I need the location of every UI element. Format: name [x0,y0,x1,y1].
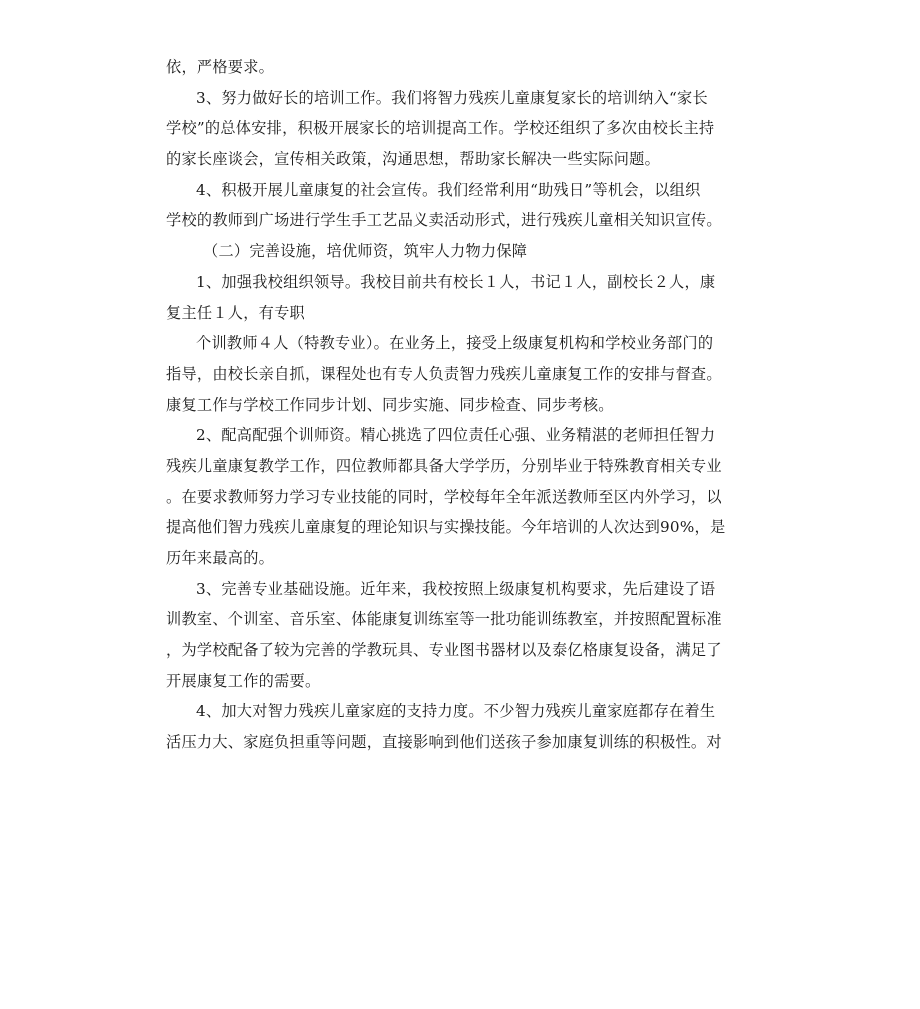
text-line: 个训教师４人（特教专业）。在业务上，接受上级康复机构和学校业务部门的 [196,334,714,353]
text-line: 复主任１人，有专职 [166,303,305,322]
text-line: 历年来最高的。 [166,549,275,567]
text-line: 残疾儿童康复教学工作，四位教师都具备大学学历，分别毕业于特殊教育相关专业 [166,456,722,475]
text-line: 1、加强我校组织领导。我校目前共有校长１人，书记１人，副校长２人，康 [196,272,716,291]
text-line: 2、配高配强个训师资。精心挑选了四位责任心强、业务精湛的老师担任智力 [196,426,716,445]
text-line: 训教室、个训室、音乐室、体能康复训练室等一批功能训练教室，并按照配置标准 [166,610,722,629]
text-line: 指导，由校长亲自抓，课程处也有专人负责智力残疾儿童康复工作的安排与督查。 [166,364,722,383]
text-line: 依，严格要求。 [166,58,275,76]
text-line: 活压力大、家庭负担重等问题，直接影响到他们送孩子参加康复训练的积极性。对 [166,733,722,752]
text-line: 提高他们智力残疾儿童康复的理论知识与实操技能。今年培训的人次达到90%，是 [166,518,726,537]
text-line: 开展康复工作的需要。 [166,671,321,690]
text-line: 学校的教师到广场进行学生手工艺品义卖活动形式，进行残疾儿童相关知识宣传。 [166,211,722,230]
text-line: 3、努力做好长的培训工作。我们将智力残疾儿童康复家长的培训纳入“家长 [196,88,708,107]
text-line: ，为学校配备了较为完善的学教玩具、专业图书器材以及泰亿格康复设备，满足了 [166,641,722,660]
text-line: 4、积极开展儿童康复的社会宣传。我们经常利用“助残日”等机会，以组织 [196,180,701,199]
text-line: 。在要求教师努力学习专业技能的同时，学校每年全年派送教师至区内外学习，以 [166,487,722,506]
text-line: 学校”的总体安排，积极开展家长的培训提高工作。学校还组织了多次由校长主持 [166,119,715,138]
text-line: 康复工作与学校工作同步计划、同步实施、同步检查、同步考核。 [166,395,614,414]
document-body [166,52,758,758]
section-heading: （二）完善设施，培优师资，筑牢人力物力保障 [203,242,528,261]
text-line: 4、加大对智力残疾儿童家庭的支持力度。不少智力残疾儿童家庭都存在着生 [196,702,716,721]
text-line: 3、完善专业基础设施。近年来，我校按照上级康复机构要求，先后建设了语 [196,579,716,598]
text-line: 的家长座谈会，宣传相关政策，沟通思想，帮助家长解决一些实际问题。 [166,150,660,169]
